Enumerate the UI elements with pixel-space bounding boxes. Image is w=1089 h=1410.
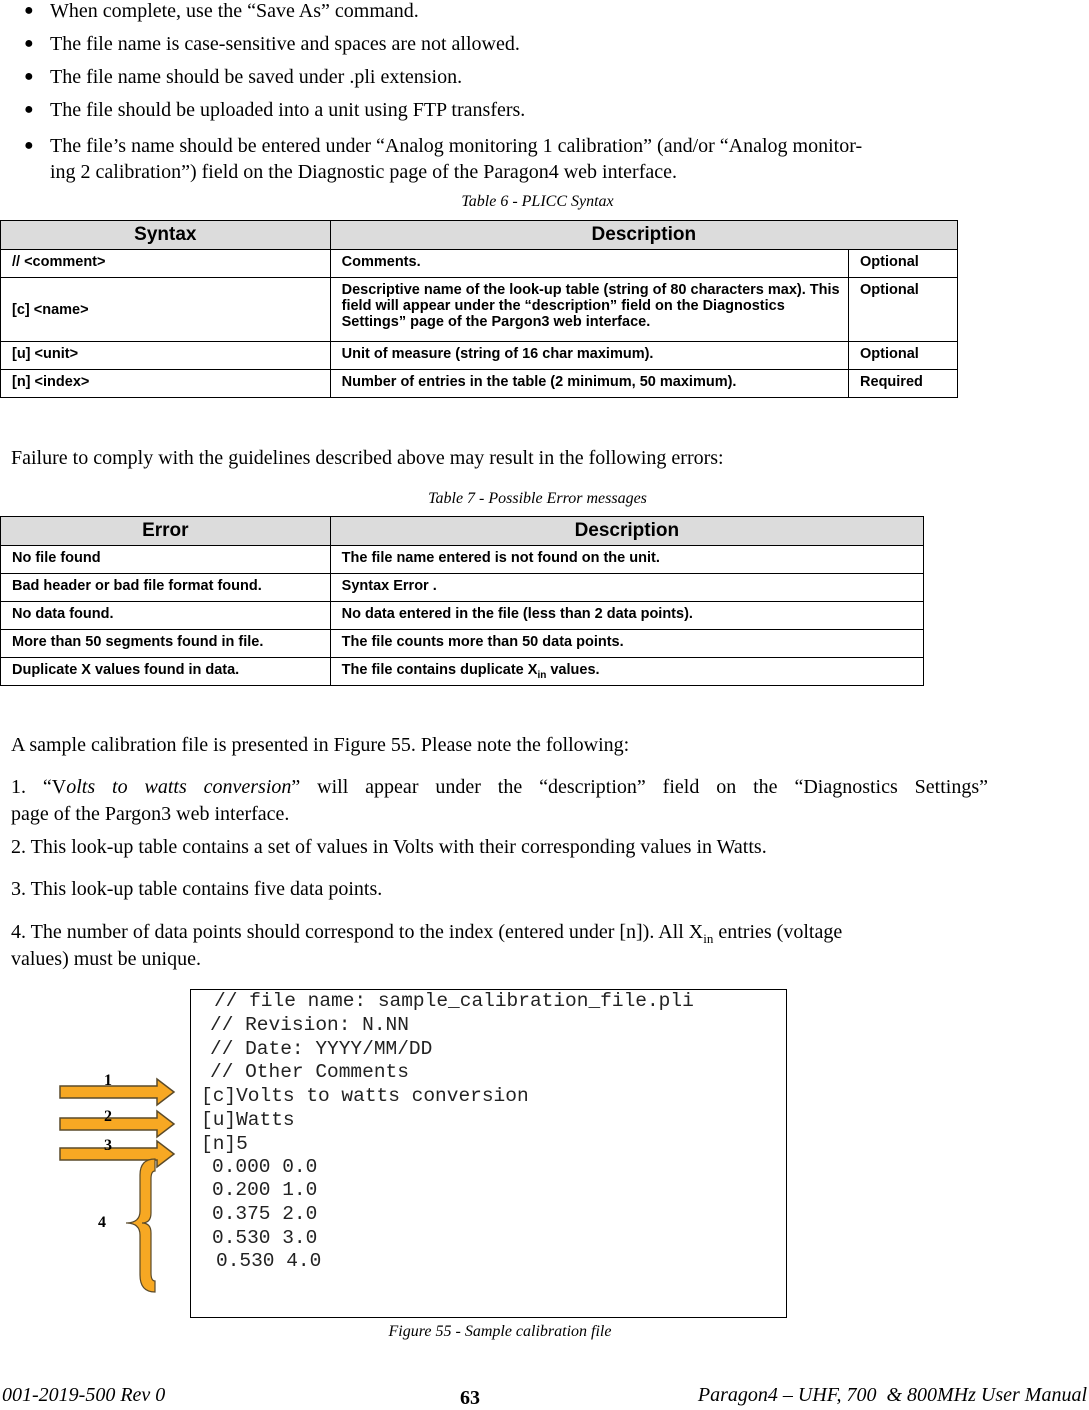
note-2: 2. This look-up table contains a set of values in Volts with their corresponding values in Watts. bbox=[11, 836, 767, 858]
table-row bbox=[1, 574, 924, 602]
column-header-description: Description bbox=[330, 221, 957, 250]
error-table bbox=[0, 516, 924, 686]
code-line: [u]Watts bbox=[201, 1109, 295, 1131]
table-row bbox=[1, 546, 924, 574]
syntax-cell: [u] <unit> bbox=[1, 342, 331, 370]
column-header-description: Description bbox=[330, 517, 923, 546]
description-cell: The file contains duplicate $X_{in}$ values. bbox=[330, 658, 923, 686]
note-3: 3. This look-up table contains five data points. bbox=[11, 878, 383, 900]
marker-2: 2 bbox=[104, 1108, 112, 1125]
code-line: [n]5 bbox=[201, 1133, 248, 1155]
error-cell: More than 50 segments found in file. bbox=[1, 630, 331, 658]
arrow-3-icon bbox=[60, 1141, 174, 1167]
bullet-icon: ● bbox=[24, 35, 34, 52]
brace-4-icon bbox=[126, 1159, 155, 1292]
error-cell: Duplicate X values found in data. bbox=[1, 658, 331, 686]
error-cell: Bad header or bad file format found. bbox=[1, 574, 331, 602]
code-line: 0.375 2.0 bbox=[212, 1203, 318, 1225]
table-row bbox=[1, 278, 958, 342]
syntax-table bbox=[0, 220, 958, 398]
calibration-file-code-box bbox=[190, 989, 787, 1318]
sample-intro: A sample calibration file is presented in Figure 55. Please note the following: bbox=[11, 734, 630, 756]
code-line: // Other Comments bbox=[210, 1061, 409, 1083]
code-line: // Date: YYYY/MM/DD bbox=[210, 1038, 433, 1060]
note-1-line-2: page of the Pargon3 web interface. bbox=[11, 803, 290, 825]
table6-caption: Table 6 - PLICC Syntax bbox=[461, 193, 614, 210]
table-row bbox=[1, 630, 924, 658]
annotation-arrows-figure bbox=[50, 1075, 190, 1300]
table-header-row bbox=[1, 517, 924, 546]
marker-4: 4 bbox=[98, 1214, 106, 1231]
table-row bbox=[1, 250, 958, 278]
arrow-2-icon bbox=[60, 1111, 174, 1137]
description-cell: Syntax Error . bbox=[330, 574, 923, 602]
marker-1: 1 bbox=[104, 1072, 112, 1089]
description-cell: No data entered in the file (less than 2 data points). bbox=[330, 602, 923, 630]
code-line: 0.000 0.0 bbox=[212, 1156, 318, 1178]
code-line: // Revision: N.NN bbox=[210, 1014, 409, 1036]
description-cell: Comments. bbox=[330, 250, 848, 278]
footer-manual-title: Paragon4 – UHF, 700 & 800MHz User Manual bbox=[697, 1384, 1087, 1406]
footer-document-number: 001-2019-500 Rev 0 bbox=[2, 1384, 166, 1406]
table7-caption: Table 7 - Possible Error messages bbox=[428, 490, 647, 507]
marker-3: 3 bbox=[104, 1137, 112, 1154]
description-cell: Number of entries in the table (2 minimum, 50 maximum). bbox=[330, 370, 848, 398]
note-1-line-1: 1. “Volts to watts conversion” will appear under the “description” field on the “Diagnostics Settings” bbox=[11, 776, 988, 798]
requirement-cell: Optional bbox=[849, 342, 958, 370]
note-4-line-2: values) must be unique. bbox=[11, 948, 201, 970]
table-row bbox=[1, 602, 924, 630]
description-cell: Unit of measure (string of 16 char maximum). bbox=[330, 342, 848, 370]
bullet-icon: ● bbox=[24, 137, 34, 154]
code-line: 0.530 4.0 bbox=[216, 1250, 322, 1272]
error-cell: No data found. bbox=[1, 602, 331, 630]
syntax-cell: // <comment> bbox=[1, 250, 331, 278]
syntax-cell: [c] <name> bbox=[1, 278, 331, 342]
description-cell: Descriptive name of the look-up table (string of 80 characters max). This field will appear under the “description” field on the Diagnostics Settings” page of the Pargon3 web interface. bbox=[330, 278, 848, 342]
code-line: [c]Volts to watts conversion bbox=[201, 1085, 529, 1107]
syntax-cell: [n] <index> bbox=[1, 370, 331, 398]
description-cell: The file counts more than 50 data points. bbox=[330, 630, 923, 658]
failure-paragraph: Failure to comply with the guidelines described above may result in the following errors: bbox=[11, 447, 724, 469]
figure-caption: Figure 55 - Sample calibration file bbox=[388, 1323, 612, 1340]
table-header-row bbox=[1, 221, 958, 250]
column-header-error: Error bbox=[1, 517, 331, 546]
column-header-syntax: Syntax bbox=[1, 221, 331, 250]
bullet-icon: ● bbox=[24, 2, 34, 19]
arrow-1-icon bbox=[60, 1079, 174, 1105]
requirement-cell: Optional bbox=[849, 278, 958, 342]
bullet-icon: ● bbox=[24, 101, 34, 118]
bullet-icon: ● bbox=[24, 68, 34, 85]
table-row bbox=[1, 342, 958, 370]
description-cell: The file name entered is not found on the unit. bbox=[330, 546, 923, 574]
code-line: 0.200 1.0 bbox=[212, 1179, 318, 1201]
code-line: // file name: sample_calibration_file.pli bbox=[214, 990, 694, 1012]
note-4-line-1: 4. The number of data points should correspond to the index (entered under [n]). All $X_{in}$ entries (voltage bbox=[11, 921, 843, 946]
requirement-cell: Optional bbox=[849, 250, 958, 278]
page-number: 63 bbox=[460, 1387, 480, 1409]
requirement-cell: Required bbox=[849, 370, 958, 398]
error-cell: No file found bbox=[1, 546, 331, 574]
code-line: 0.530 3.0 bbox=[212, 1227, 318, 1249]
table-row bbox=[1, 370, 958, 398]
table-row bbox=[1, 658, 924, 686]
